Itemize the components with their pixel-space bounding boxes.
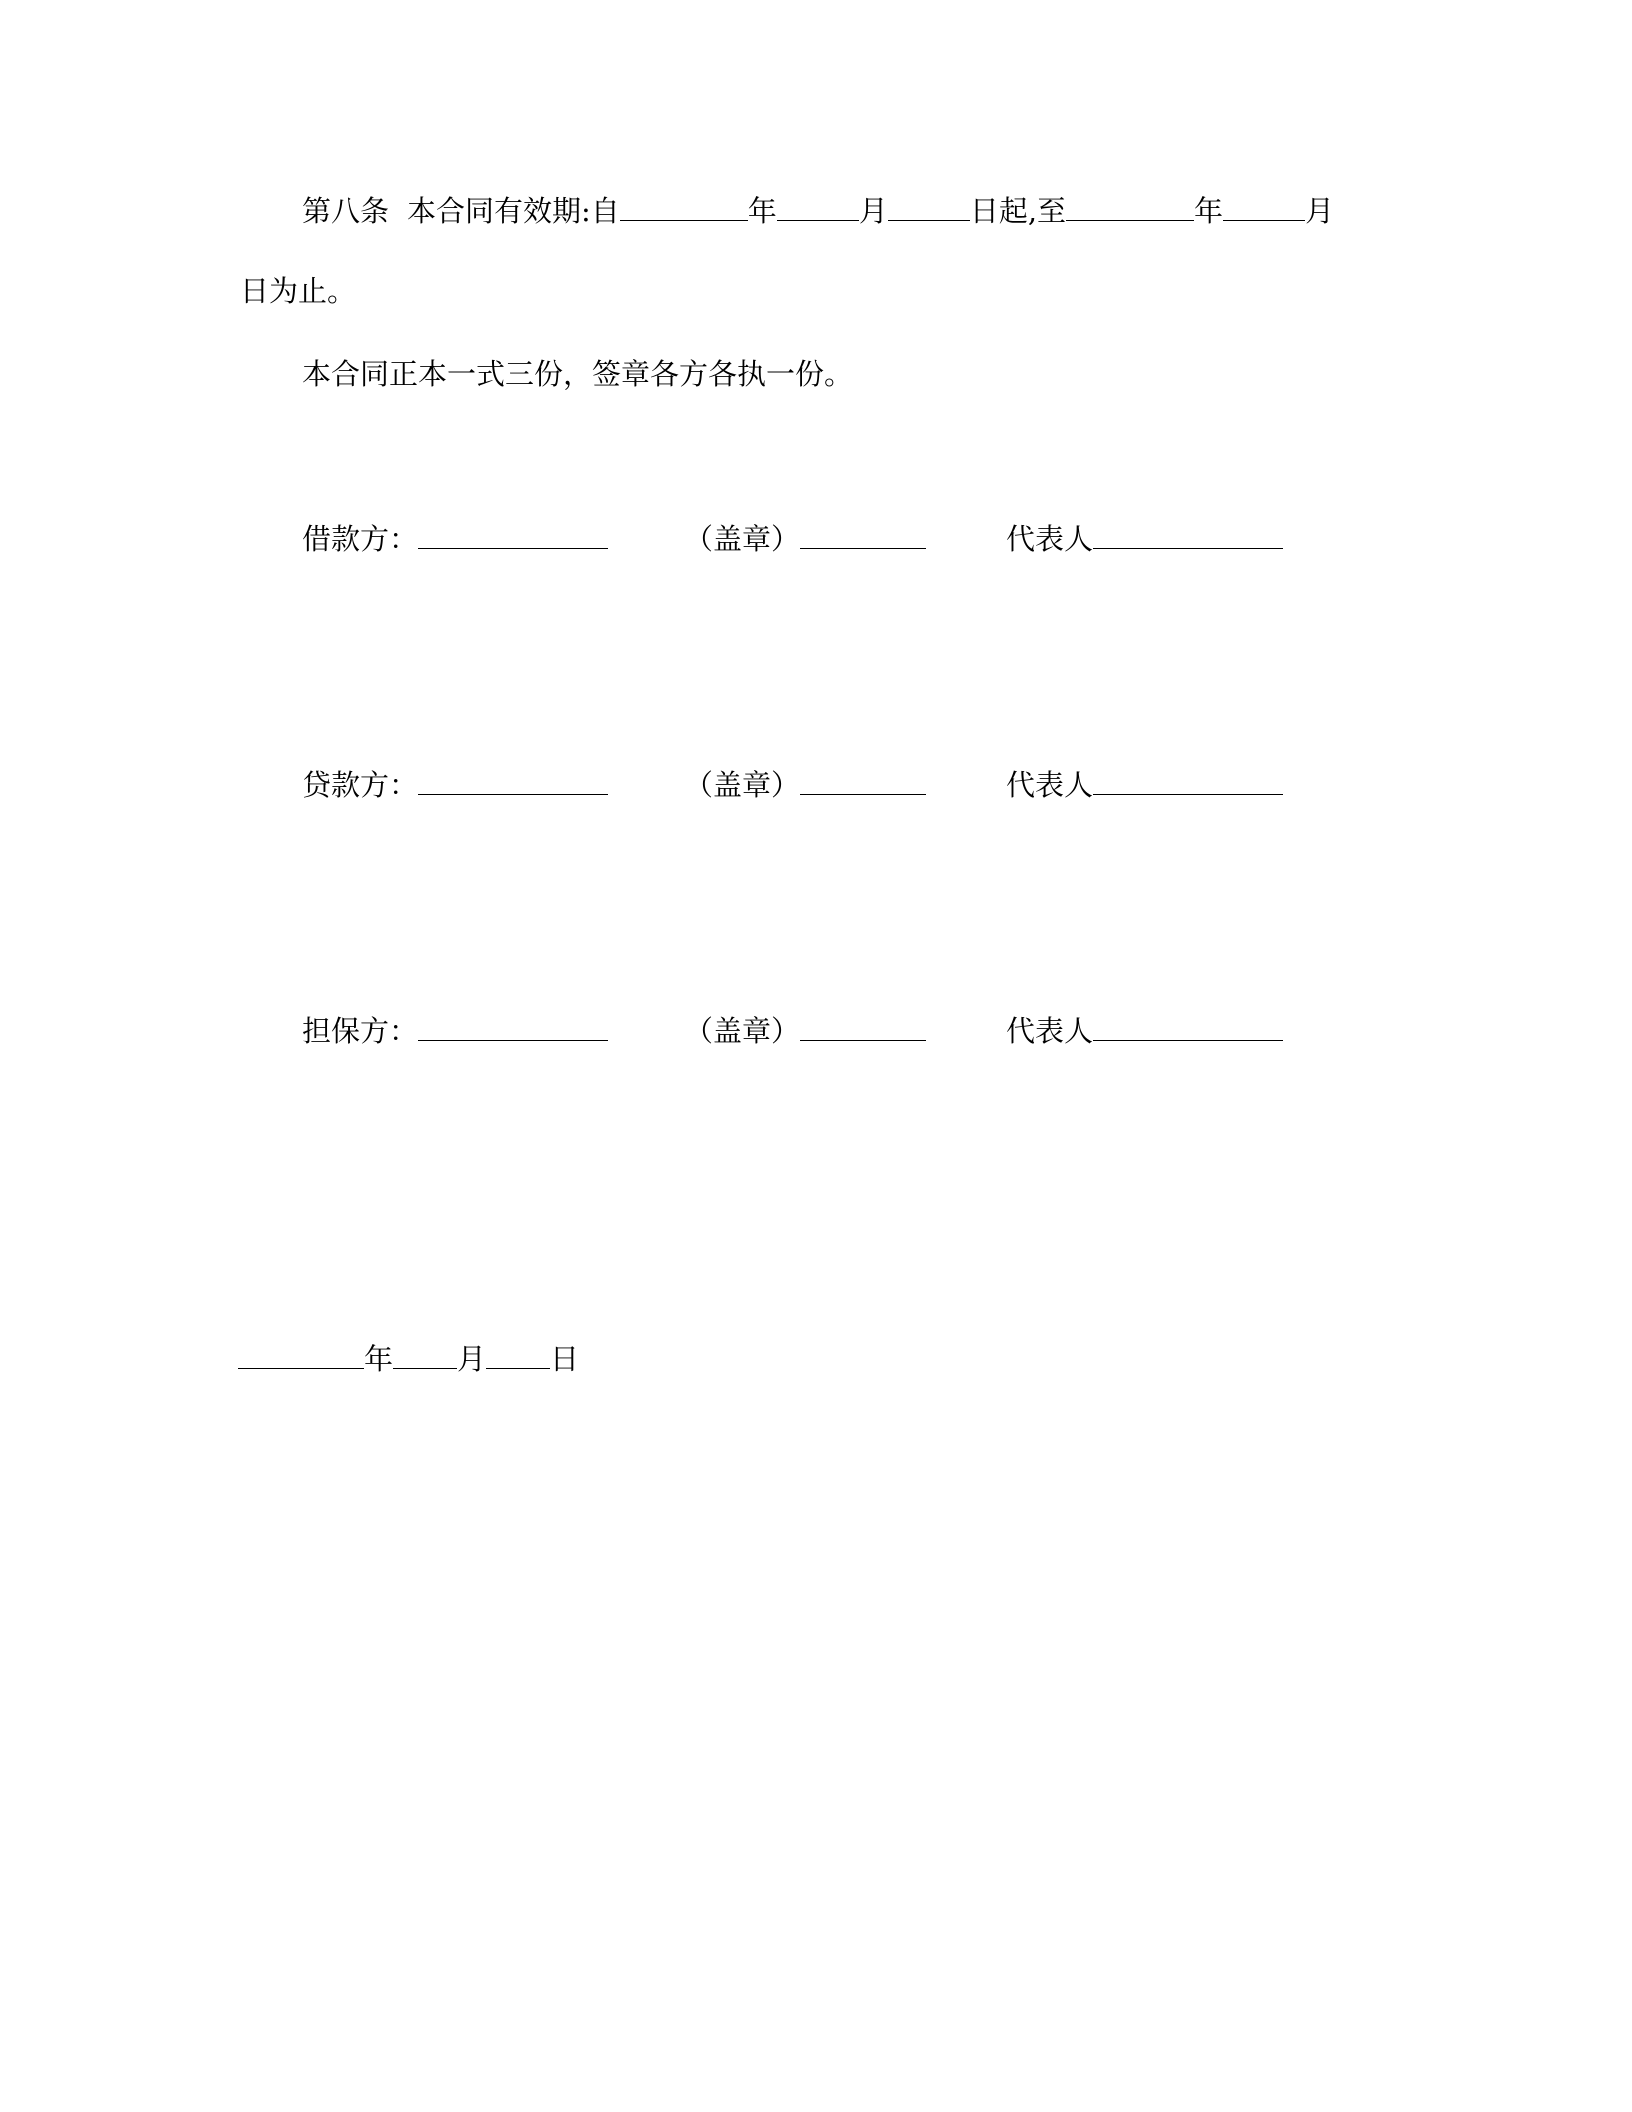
end-year-label: 年 — [1194, 194, 1224, 228]
end-year-blank[interactable] — [1066, 192, 1194, 221]
seal-label: （盖章） — [684, 768, 801, 802]
party-label: 担保方： — [302, 1014, 419, 1048]
party-label: 贷款方： — [302, 768, 419, 802]
party-name-blank[interactable] — [418, 766, 608, 795]
start-year-label: 年 — [747, 194, 777, 228]
end-month-label: 月 — [1305, 194, 1335, 228]
article8-line2-text: 日为止。 — [240, 274, 357, 308]
copies-statement — [302, 356, 853, 392]
article8-heading: 第八条 — [302, 194, 390, 228]
representative-label: 代表人 — [1006, 768, 1094, 802]
date-year-label: 年 — [364, 1342, 394, 1376]
party-label: 借款方： — [302, 522, 419, 556]
date-month-blank[interactable] — [393, 1340, 457, 1369]
start-day-blank[interactable] — [888, 192, 970, 221]
seal-blank[interactable] — [800, 766, 926, 795]
party-row-lender — [302, 766, 1283, 803]
party-row-borrower — [302, 520, 1283, 557]
start-day-label: 日起,至 — [969, 194, 1067, 228]
party-name-blank[interactable] — [418, 1012, 608, 1041]
start-month-blank[interactable] — [777, 192, 859, 221]
end-month-blank[interactable] — [1223, 192, 1305, 221]
signing-date-line — [238, 1340, 579, 1377]
party-name-blank[interactable] — [418, 520, 608, 549]
representative-blank[interactable] — [1093, 766, 1283, 795]
seal-label: （盖章） — [684, 522, 801, 556]
article8-line2 — [240, 273, 356, 309]
seal-blank[interactable] — [800, 1012, 926, 1041]
date-month-label: 月 — [457, 1342, 487, 1376]
representative-label: 代表人 — [1006, 522, 1094, 556]
copies-text: 本合同正本一式三份，签章各方各执一份。 — [302, 357, 854, 391]
article8-text-start: 本合同有效期:自 — [407, 194, 620, 228]
article8-line1 — [302, 192, 1334, 229]
date-day-label: 日 — [550, 1342, 580, 1376]
start-year-blank[interactable] — [620, 192, 748, 221]
seal-label: （盖章） — [684, 1014, 801, 1048]
date-day-blank[interactable] — [486, 1340, 550, 1369]
representative-blank[interactable] — [1093, 1012, 1283, 1041]
representative-blank[interactable] — [1093, 520, 1283, 549]
representative-label: 代表人 — [1006, 1014, 1094, 1048]
party-row-guarantor — [302, 1012, 1283, 1049]
start-month-label: 月 — [858, 194, 888, 228]
seal-blank[interactable] — [800, 520, 926, 549]
date-year-blank[interactable] — [238, 1340, 364, 1369]
